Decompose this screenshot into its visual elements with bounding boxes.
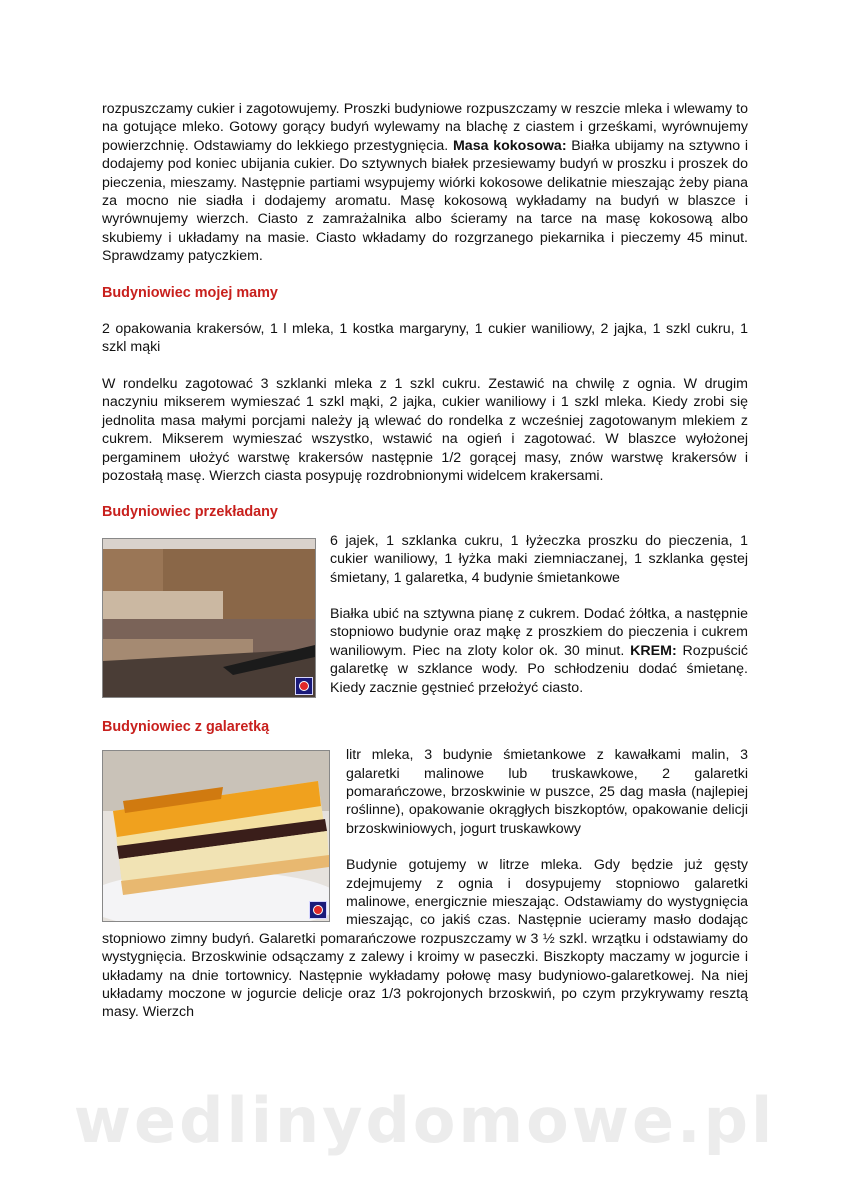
zoom-icon[interactable] [295,677,313,695]
krem-label: KREM: [630,642,677,659]
zoom-icon[interactable] [309,901,327,919]
photo-budyniowiec-z-galaretka[interactable] [102,750,330,922]
document-page [102,100,748,1022]
recipe-title-z-galaretka: Budyniowiec z galaretką [102,718,270,735]
recipe3-ingredients: litr mleka, 3 budynie śmietankowe z kawałkami malin, 3 galaretki malinowe lub truskawkowe, 2 galaretki pomarańczowe, brzoskwinie w puszce, 25 dag masła (najlepiej roślinne), opakowanie okrągłych biszkoptów, opakowanie delicji brzoskwiniowych, jogurt truskawkowy [346,747,748,837]
masa-kokosowa-label: Masa kokosowa: [452,137,567,154]
recipe-title-mojej-mamy: Budyniowiec mojej mamy [102,284,278,301]
watermark: wedlinydomowe.pl [73,1084,776,1157]
recipe2-method: Białka ubić na sztywna pianę z cukrem. Dodać żółtka, a następnie stopniowo budynie oraz mąkę z proszkiem do pieczenia i cukrem waniliowym. Piec na zloty kolor ok. 30 minut. KREM: Rozpuścić galaretkę w szklance wody. Po schłodzeniu dodać śmietanę. Kiedy zacznie gęstnieć przełożyć ciasto. [330,605,748,696]
recipe-title-przekladany: Budyniowiec przekładany [102,504,278,521]
recipe3-method: Budynie gotujemy w litrze mleka. Gdy będzie już gęsty zdejmujemy z ognia i dosypujemy stopniowo galaretki malinowe, energicznie mieszając. Odstawiamy do wystygnięcia mieszając, co jakiś czas. Następnie ucieramy masło dodając stopniowo zimny budyń. Galaretki pomarańczowe rozpuszczamy w 3 ½ szkl. wrzątku i odstawiamy do wystygnięcia. Brzoskwinie odsączamy z zalewy i kroimy w paseczki. Biszkopty maczamy w jogurcie i układamy na dnie tortownicy. Następnie wykładamy połowę masy budyniowo-galaretkowej. Na niej układamy moczone w jogurcie delicje oraz 1/3 pokrojonych brzoskwiń, po czym przykrywamy resztą masy. Wierzch [102,857,748,1021]
recipe2-ingredients: 6 jajek, 1 szklanka cukru, 1 łyżeczka proszku do pieczenia, 1 cukier waniliowy, 1 łyżka maki ziemniaczanej, 1 szklanka gęstej śmietany, 1 galaretka, 4 budynie śmietankowe [330,532,748,586]
photo-budyniowiec-przekladany[interactable] [102,538,316,698]
recipe1-method: W rondelku zagotować 3 szklanki mleka z 1 szkl cukru. Zestawić na chwilę z ognia. W drugim naczyniu mikserem wymieszać 1 szkl mąki, 2 jajka, cukier waniliowy i 1 szkl mleka. Kiedy zrobi się jednolita masa małymi porcjami należy ją wlewać do rondelka z wcześniej zagotowanym mlekiem z cukrem. Mikserem wymieszać wszystko, wstawić na ogień i zagotować. W blaszce wyłożonej pergaminem ułożyć warstwę krakersów następnie 1/2 gorącej masy, znów warstwę krakersów i pozostałą masę. Wierzch ciasta posypuję rozdrobnionymi widelcem krakersami. [102,375,748,484]
recipe1-ingredients: 2 opakowania krakersów, 1 l mleka, 1 kostka margaryny, 1 cukier waniliowy, 2 jajka, 1 szkl cukru, 1 szkl mąki [102,321,748,356]
intro-paragraph: rozpuszczamy cukier i zagotowujemy. Proszki budyniowe rozpuszczamy w reszcie mleka i wlewamy to na gotujące mleko. Gotowy gorący budyń wylewamy na blachę z ciastem i grześkami, wyrównujemy powierzchnię. Odstawiamy do lekkiego przestygnięcia. Masa kokosowa: Białka ubijamy na sztywno i dodajemy pod koniec ubijania cukier. Do sztywnych białek przesiewamy budyń w proszku i proszek do pieczenia, mieszamy. Następnie partiami wsypujemy wiórki kokosowe delikatnie mieszając żeby piana za mocno nie siadła i dodajemy aromatu. Masę kokosową wykładamy na budyń w blaszce i wyrównujemy wierzch. Ciasto z zamrażalnika albo ścieramy na tarce na masę kokosową albo skubiemy i układamy na masie. Ciasto wkładamy do rozgrzanego piekarnika i pieczemy 45 minut. Sprawdzamy patyczkiem. [102,101,748,265]
